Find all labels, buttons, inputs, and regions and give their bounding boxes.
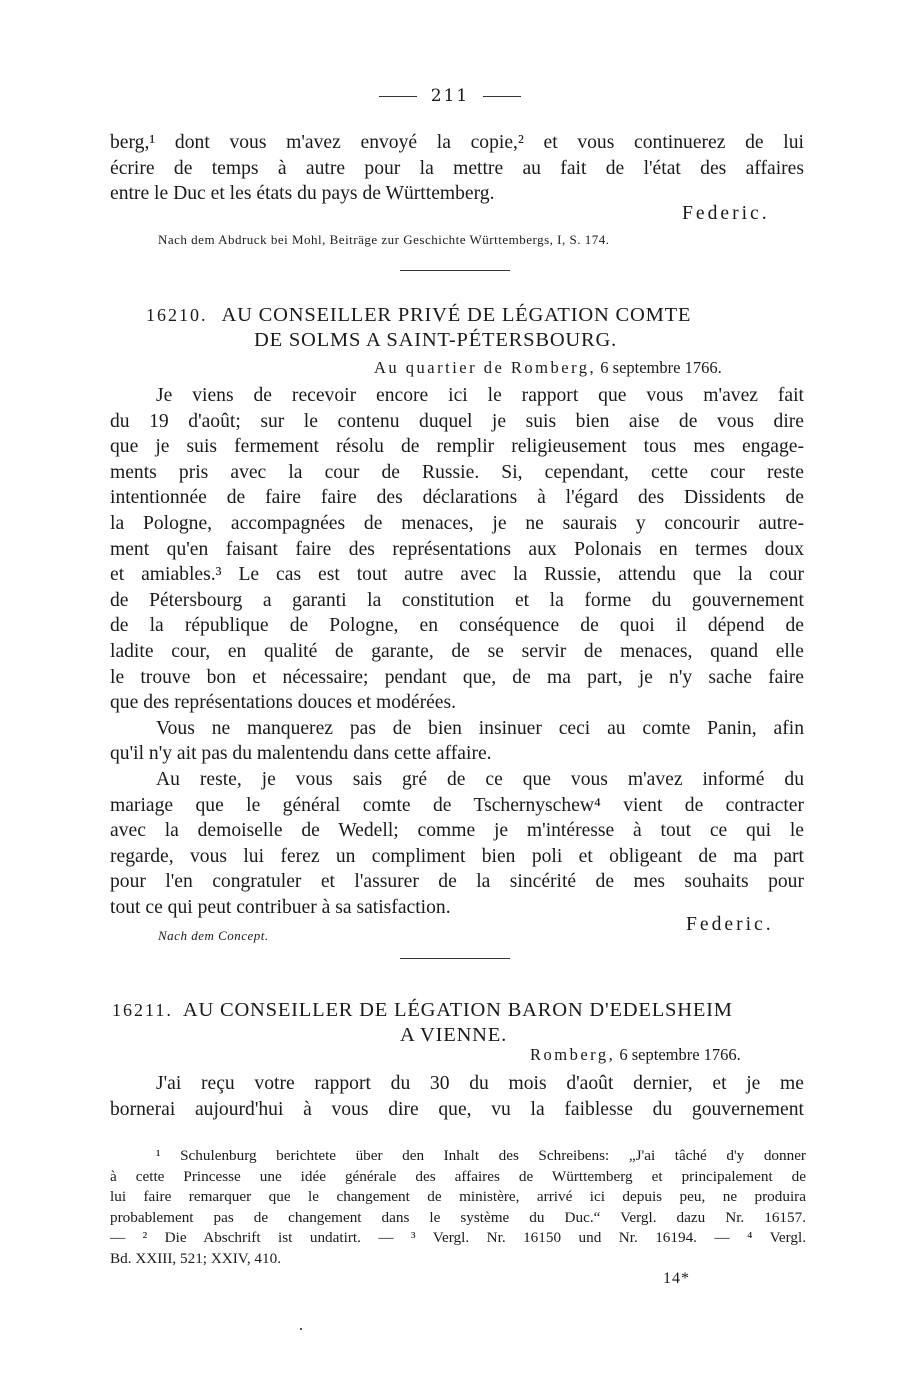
letter-16210-source: Nach dem Concept. xyxy=(158,928,269,943)
text-line: ladite cour, en qualité de garante, de se servir de menaces, quand elle xyxy=(110,640,804,662)
text-line: mariage que le général comte de Tschernyschew⁴ vient de contracter xyxy=(110,794,804,816)
text-line: entre le Duc et les états du pays de Württemberg. xyxy=(110,183,495,205)
letter-16211-heading xyxy=(112,999,733,1022)
header-dash-left xyxy=(379,96,417,97)
text-line: de la république de Pologne, en conséquence de quoi il dépend de xyxy=(110,615,804,637)
footnote-line: — ² Die Abschrift ist undatirt. — ³ Vergl. Nr. 16150 und Nr. 16194. — ⁴ Vergl. xyxy=(110,1229,806,1247)
text-line: du 19 d'août; sur le contenu duquel je suis bien aise de vous dire xyxy=(110,410,804,432)
heading-line-1: AU CONSEILLER PRIVÉ DE LÉGATION COMTE xyxy=(221,304,692,326)
text-line: que des représentations douces et modérées. xyxy=(110,692,457,714)
footnotes xyxy=(110,1146,806,1270)
text-line: pour l'en congratuler et l'assurer de la sincérité de mes souhaits pour xyxy=(110,871,804,893)
text-line: ment qu'en faisant faire des représentations aux Polonais en termes doux xyxy=(110,538,804,560)
footnote-line: probablement pas de changement dans le système du Duc.“ Vergl. dazu Nr. 16157. xyxy=(110,1208,806,1226)
text-line: berg,¹ dont vous m'avez envoyé la copie,² et vous continuerez de lui xyxy=(110,132,804,153)
text-line: de Pétersbourg a garanti la constitution et la forme du gouvernement xyxy=(110,589,804,611)
header-dash-right xyxy=(483,96,521,97)
letter-16211-dateline xyxy=(530,1045,741,1065)
letter-16211-heading-cont xyxy=(400,1024,507,1047)
text-line: regarde, vous lui ferez un compliment bien poli et obligeant de ma part xyxy=(110,845,804,867)
text-line: Vous ne manquerez pas de bien insinuer ceci au comte Panin, afin xyxy=(156,717,804,739)
text-line: tout ce qui peut contribuer à sa satisfaction. xyxy=(110,896,451,918)
letter-number: 16210. xyxy=(146,305,208,325)
footnote-line: Bd. XXIII, 521; XXIV, 410. xyxy=(110,1249,281,1267)
previous-letter-signature: Federic. xyxy=(682,203,770,224)
dateline-date: 6 septembre 1766. xyxy=(619,1045,741,1064)
heading-line-2: DE SOLMS A SAINT-PÉTERSBOURG. xyxy=(254,329,618,351)
text-line: qu'il n'y ait pas du malentendu dans cette affaire. xyxy=(110,743,492,765)
dateline-place: Romberg, xyxy=(530,1045,616,1064)
text-line: le trouve bon et nécessaire; pendant que, de ma part, je n'y sache faire xyxy=(110,666,804,688)
dateline-place: Au quartier de Romberg, xyxy=(374,358,597,377)
section-divider xyxy=(400,270,510,271)
heading-line-2: A VIENNE. xyxy=(400,1024,508,1046)
letter-16210-heading-cont xyxy=(254,329,617,352)
text-line: bornerai aujourd'hui à vous dire que, vu la faiblesse du gouvernement xyxy=(110,1098,804,1120)
letter-16211-body xyxy=(110,1071,804,1122)
text-line: que je suis fermement résolu de remplir religieusement tous mes engage- xyxy=(110,436,804,458)
heading-line-1: AU CONSEILLER DE LÉGATION BARON D'EDELSHEIM xyxy=(182,999,733,1021)
letter-16210-dateline xyxy=(374,358,722,378)
text-line: Au reste, je vous sais gré de ce que vous m'avez informé du xyxy=(156,768,804,790)
text-line: avec la demoiselle de Wedell; comme je m'intéresse à tout ce qui le xyxy=(110,820,804,842)
letter-16210-signature: Federic. xyxy=(686,914,774,935)
text-line: Je viens de recevoir encore ici le rapport que vous m'avez fait xyxy=(156,385,804,406)
letter-16210-body xyxy=(110,383,804,920)
footnote-line: lui faire remarquer que le changement de ministère, arrivé ici depuis peu, ne produira xyxy=(110,1188,806,1206)
section-divider xyxy=(400,958,510,959)
letter-number: 16211. xyxy=(112,1000,173,1020)
text-line: intentionnée de faire faire des déclarations à l'égard des Dissidents de xyxy=(110,487,804,509)
page-number: 211 xyxy=(430,86,470,106)
previous-letter-text xyxy=(110,130,804,207)
text-line: la Pologne, accompagnées de menaces, je ne saurais y concourir autre- xyxy=(110,512,804,534)
text-line: et amiables.³ Le cas est tout autre avec la Russie, attendu que la cour xyxy=(110,564,804,586)
letter-16210-heading xyxy=(146,304,691,327)
previous-letter-source: Nach dem Abdruck bei Mohl, Beiträge zur Geschichte Württembergs, I, S. 174. xyxy=(158,232,610,247)
footnote-line: à cette Princesse une idée générale des affaires de Württemberg et principalement de xyxy=(110,1167,806,1185)
text-line: ments pris avec la cour de Russie. Si, cependant, cette cour reste xyxy=(110,461,804,483)
page-header xyxy=(0,86,900,106)
printer-signature-mark: 14* xyxy=(663,1270,690,1287)
text-line: J'ai reçu votre rapport du 30 du mois d'août dernier, et je me xyxy=(156,1073,804,1094)
footnote-line: ¹ Schulenburg berichtete über den Inhalt des Schreibens: „J'ai tâché d'y donner xyxy=(156,1147,806,1164)
dateline-date: 6 septembre 1766. xyxy=(600,358,722,377)
text-line: écrire de temps à autre pour la mettre au fait de l'état des affaires xyxy=(110,157,804,179)
speck xyxy=(300,1328,302,1330)
